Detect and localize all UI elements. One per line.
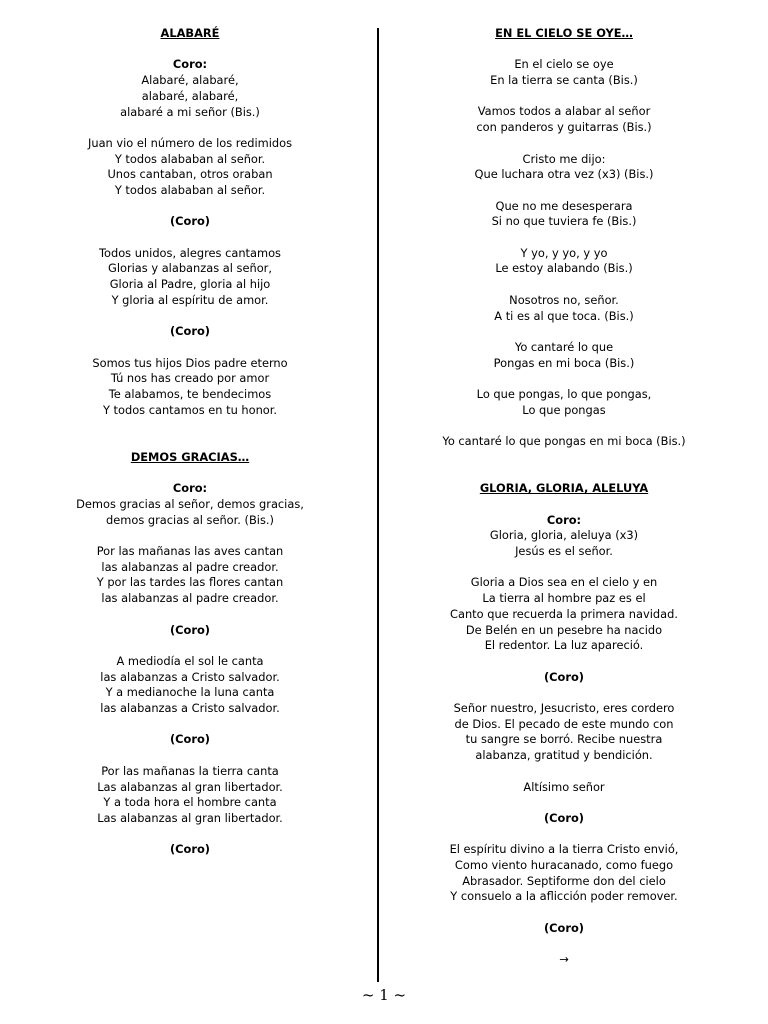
lyric-line: Y a medianoche la luna canta	[105, 685, 275, 700]
verse-stanza	[40, 654, 340, 717]
song-section	[40, 26, 340, 418]
lyric-line: Le estoy alabando (Bis.)	[495, 261, 633, 276]
lyric-line: Por las mañanas las aves cantan	[96, 544, 284, 559]
verse-stanza	[414, 575, 714, 654]
left-column	[40, 26, 340, 889]
chorus-reference: (Coro)	[169, 214, 211, 229]
lyric-line: Por las mañanas la tierra canta	[101, 763, 279, 778]
lyric-line: Gloria, gloria, aleluya (x3)	[489, 528, 639, 543]
lyric-line: En el cielo se oye	[514, 57, 614, 72]
lyric-line: Las alabanzas al gran libertador.	[97, 779, 283, 794]
verse-stanza	[40, 732, 340, 748]
chorus-reference: (Coro)	[543, 810, 585, 825]
verse-stanza	[414, 842, 714, 905]
lyric-line: Cristo me dijo:	[522, 151, 606, 166]
lyric-line: Gloria al Padre, gloria al hijo	[109, 277, 271, 292]
song-title: ALABARÉ	[160, 26, 220, 40]
chorus-reference: (Coro)	[169, 622, 211, 637]
lyric-line: Y gloria al espíritu de amor.	[111, 292, 269, 307]
chorus-reference: (Coro)	[543, 920, 585, 935]
verse-stanza	[40, 842, 340, 858]
verse-stanza	[414, 246, 714, 277]
lyric-line: El redentor. La luz apareció.	[484, 638, 644, 653]
lyric-line: En la tierra se canta (Bis.)	[490, 73, 638, 88]
chorus-reference: (Coro)	[169, 324, 211, 339]
verse-stanza	[414, 670, 714, 686]
lyric-line: Yo cantaré lo que pongas en mi boca (Bis.)	[442, 434, 686, 449]
lyric-line: Unos cantaban, otros oraban	[107, 167, 273, 182]
verse-stanza	[414, 293, 714, 324]
verse-stanza	[40, 136, 340, 199]
lyric-line: Alabaré, alabaré,	[141, 73, 239, 88]
lyric-line: Que luchara otra vez (x3) (Bis.)	[474, 167, 654, 182]
lyric-line: Y a toda hora el hombre canta	[103, 795, 277, 810]
verse-stanza	[414, 57, 714, 88]
lyric-line: Abrasador. Septiforme don del cielo	[462, 873, 666, 888]
lyric-line: Y todos alababan al señor.	[114, 151, 266, 166]
lyric-line: De Belén en un pesebre ha nacido	[465, 622, 663, 637]
lyric-line: Todos unidos, alegres cantamos	[98, 245, 281, 260]
verse-stanza	[40, 764, 340, 827]
lyric-line: Y yo, y yo, y yo	[520, 245, 608, 260]
lyric-line: El espíritu divino a la tierra Cristo envió,	[449, 842, 679, 857]
lyric-line: Que no me desesperara	[495, 198, 633, 213]
lyric-line: A ti es al que toca. (Bis.)	[494, 308, 634, 323]
verse-stanza	[40, 324, 340, 340]
lyric-line: Yo cantaré lo que	[514, 339, 614, 354]
lyric-line: Si no que tuviera fe (Bis.)	[491, 214, 637, 229]
chorus-stanza	[414, 513, 714, 560]
lyric-line: Nosotros no, señor.	[509, 292, 619, 307]
verse-stanza	[40, 623, 340, 639]
verse-stanza	[414, 780, 714, 796]
verse-stanza	[414, 152, 714, 183]
lyric-line: las alabanzas a Cristo salvador.	[100, 701, 280, 716]
song-section	[414, 481, 714, 968]
lyric-line: Tú nos has creado por amor	[110, 371, 270, 386]
lyric-line: Altísimo señor	[523, 779, 605, 794]
verse-stanza	[414, 811, 714, 827]
song-title: DEMOS GRACIAS…	[130, 449, 250, 464]
lyric-line: Lo que pongas	[522, 402, 606, 417]
lyric-line: →	[559, 952, 569, 967]
chorus-reference: (Coro)	[169, 842, 211, 857]
lyric-line: Te alabamos, te bendecimos	[108, 387, 272, 402]
verse-stanza	[414, 701, 714, 764]
verse-stanza	[414, 387, 714, 418]
chorus-stanza	[40, 57, 340, 120]
lyric-line: las alabanzas al padre creador.	[101, 559, 279, 574]
right-column	[414, 26, 714, 999]
page-number: ~ 1 ~	[361, 986, 407, 1004]
verse-stanza	[414, 921, 714, 937]
verse-stanza	[414, 434, 714, 450]
lyric-line: Las alabanzas al gran libertador.	[97, 810, 283, 825]
lyric-line: Y todos cantamos en tu honor.	[102, 402, 278, 417]
song-title: GLORIA, GLORIA, ALELUYA	[479, 481, 649, 496]
song-section	[40, 450, 340, 858]
lyric-line: de Dios. El pecado de este mundo con	[454, 716, 674, 731]
lyric-line: tu sangre se borró. Recibe nuestra	[465, 732, 663, 747]
lyric-line: las alabanzas al padre creador.	[101, 591, 279, 606]
lyric-line: alabaré a mi señor (Bis.)	[120, 104, 260, 119]
chorus-stanza	[40, 481, 340, 528]
lyric-line: Vamos todos a alabar al señor	[477, 104, 651, 119]
song-section	[414, 26, 714, 450]
lyric-line: Gloria a Dios sea en el cielo y en	[470, 575, 658, 590]
lyric-line: A mediodía el sol le canta	[116, 653, 264, 668]
verse-stanza	[414, 104, 714, 135]
lyric-line: con panderos y guitarras (Bis.)	[476, 120, 652, 135]
lyric-line: Lo que pongas, lo que pongas,	[476, 387, 652, 402]
verse-stanza	[40, 214, 340, 230]
lyric-line: Glorias y alabanzas al señor,	[108, 261, 272, 276]
lyric-line: Y consuelo a la aflicción poder remover.	[450, 889, 678, 904]
column-divider	[377, 28, 379, 982]
verse-stanza	[414, 199, 714, 230]
lyric-line: Demos gracias al señor, demos gracias,	[76, 496, 304, 511]
lyric-line: Pongas en mi boca (Bis.)	[493, 355, 635, 370]
lyric-line: Y por las tardes las flores cantan	[96, 575, 284, 590]
lyric-line: Como viento huracanado, como fuego	[454, 858, 674, 872]
lyric-line: Jesús es el señor.	[515, 544, 613, 559]
lyric-line: Señor nuestro, Jesucristo, eres cordero	[453, 701, 675, 716]
song-title: EN EL CIELO SE OYE…	[495, 26, 633, 40]
lyric-line: demos gracias al señor. (Bis.)	[106, 512, 274, 527]
lyric-line: alabaré, alabaré,	[141, 88, 239, 103]
lyric-line: alabanza, gratitud y bendición.	[475, 748, 653, 763]
chorus-label: Coro:	[546, 512, 582, 527]
chorus-reference: (Coro)	[543, 669, 585, 684]
chorus-label: Coro:	[172, 481, 208, 496]
lyric-line: Juan vio el número de los redimidos	[87, 135, 293, 150]
lyric-line: La tierra al hombre paz es el	[482, 591, 646, 606]
chorus-label: Coro:	[172, 57, 208, 72]
verse-stanza	[40, 246, 340, 309]
lyric-line: Canto que recuerda la primera navidad.	[450, 606, 678, 621]
lyric-line: Y todos alababan al señor.	[114, 183, 266, 197]
verse-stanza	[414, 340, 714, 371]
verse-stanza	[414, 952, 714, 968]
chorus-reference: (Coro)	[169, 732, 211, 747]
verse-stanza	[40, 356, 340, 419]
lyric-line: las alabanzas a Cristo salvador.	[100, 669, 280, 684]
verse-stanza	[40, 544, 340, 607]
lyric-line: Somos tus hijos Dios padre eterno	[92, 355, 288, 370]
